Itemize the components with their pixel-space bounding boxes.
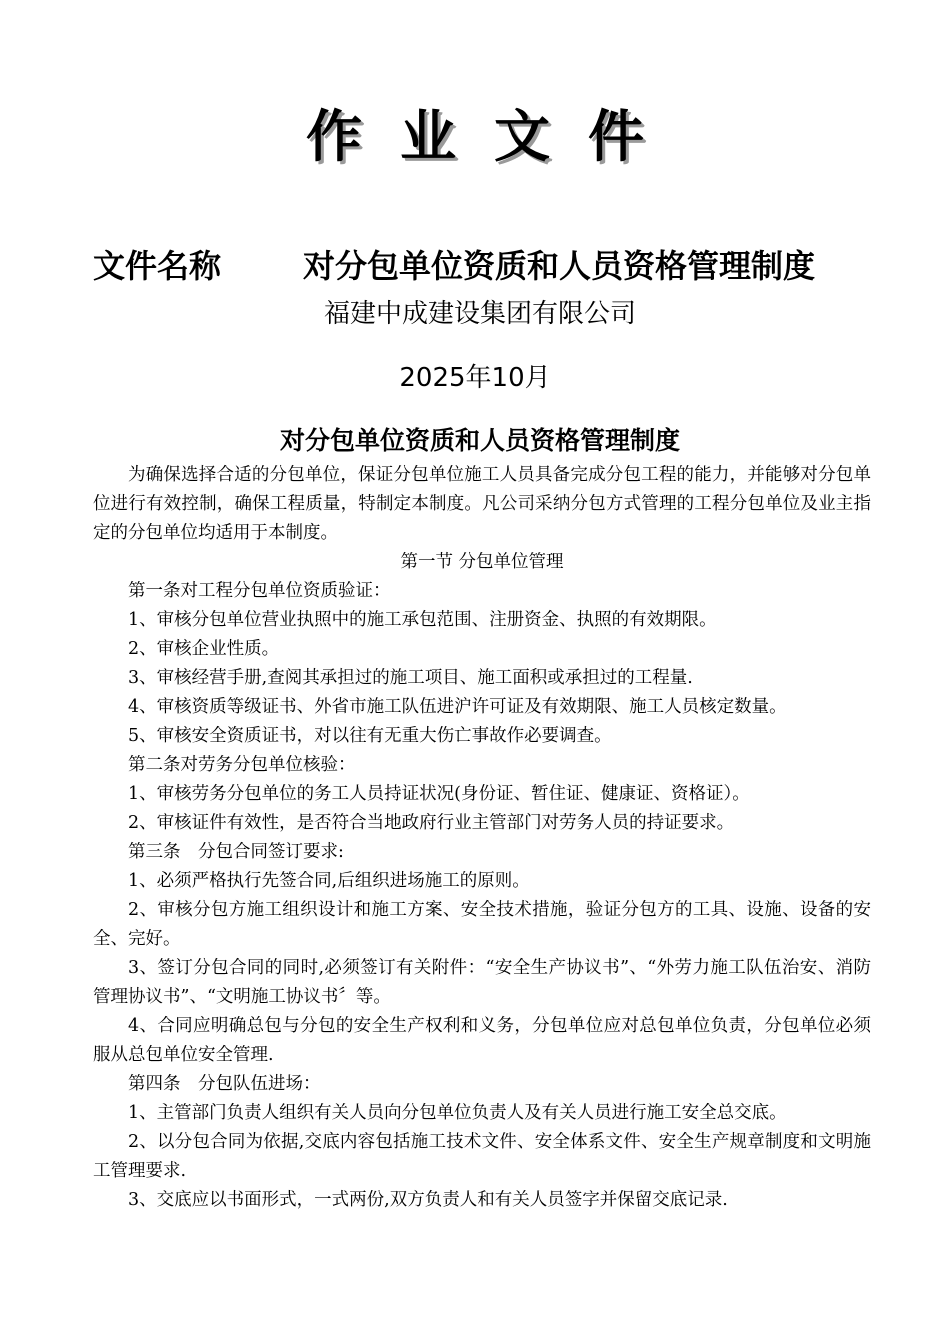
- section-heading: 第一节 分包单位管理: [400, 552, 564, 572]
- article-item: 3、签订分包合同的同时,必须签订有关附件：“安全生产协议书”、“外劳力施工队伍治安、消防管理协议书”、“文明施工协议书〞等。: [93, 958, 871, 1007]
- article-item: 4、审核资质等级证书、外省市施工队伍进沪许可证及有效期限、施工人员核定数量。: [128, 697, 787, 717]
- cover-title: 作业文件: [306, 105, 682, 170]
- document-title: 对分包单位资质和人员资格管理制度: [279, 426, 680, 455]
- article-item: 1、主管部门负责人组织有关人员向分包单位负责人及有关人员进行施工安全总交底。: [128, 1103, 787, 1123]
- article-item: 2、审核企业性质。: [128, 639, 280, 659]
- article-item: 2、审核证件有效性，是否符合当地政府行业主管部门对劳务人员的持证要求。: [128, 813, 735, 833]
- article-heading: 第三条 分包合同签订要求:: [128, 842, 344, 862]
- article-item: 2、以分包合同为依据,交底内容包括施工技术文件、安全体系文件、安全生产规章制度和文明施工管理要求.: [93, 1132, 871, 1181]
- article-item: 5、审核安全资质证书，对以往有无重大伤亡事故作必要调查。: [128, 726, 612, 746]
- article-item: 1、审核分包单位营业执照中的施工承包范围、注册资金、执照的有效期限。: [128, 610, 717, 630]
- file-name-row: [93, 244, 893, 288]
- article-item: 1、必须严格执行先签合同,后组织进场施工的原则。: [128, 871, 530, 891]
- issue-date: 2025年10月: [399, 363, 551, 393]
- company-name: 福建中成建设集团有限公司: [323, 299, 636, 329]
- article-heading: 第一条对工程分包单位资质验证：: [128, 581, 391, 601]
- article-heading: 第四条 分包队伍进场：: [128, 1074, 321, 1094]
- article-item: 1、审核劳务分包单位的务工人员持证状况(身份证、暂住证、健康证、资格证）。: [128, 784, 750, 804]
- file-name-value: 对分包单位资质和人员资格管理制度: [303, 247, 816, 285]
- file-name-label: 文件名称: [93, 247, 222, 285]
- article-item: 2、审核分包方施工组织设计和施工方案、安全技术措施，验证分包方的工具、设施、设备的安全、完好。: [93, 900, 871, 949]
- article-item: 4、合同应明确总包与分包的安全生产权利和义务，分包单位应对总包单位负责，分包单位必须服从总包单位安全管理.: [93, 1016, 871, 1065]
- article-heading: 第二条对劳务分包单位核验：: [128, 755, 356, 775]
- document-body: [93, 461, 871, 1215]
- article-item: 3、交底应以书面形式，一式两份,双方负责人和有关人员签字并保留交底记录.: [128, 1190, 728, 1210]
- article-item: 3、审核经营手册,查阅其承担过的施工项目、施工面积或承担过的工程量.: [128, 668, 693, 688]
- intro-paragraph: 为确保选择合适的分包单位，保证分包单位施工人员具备完成分包工程的能力，并能够对分包单位进行有效控制，确保工程质量，特制定本制度。凡公司采纳分包方式管理的工程分包单位及业主指定的分包单位均适用于本制度。: [93, 465, 871, 543]
